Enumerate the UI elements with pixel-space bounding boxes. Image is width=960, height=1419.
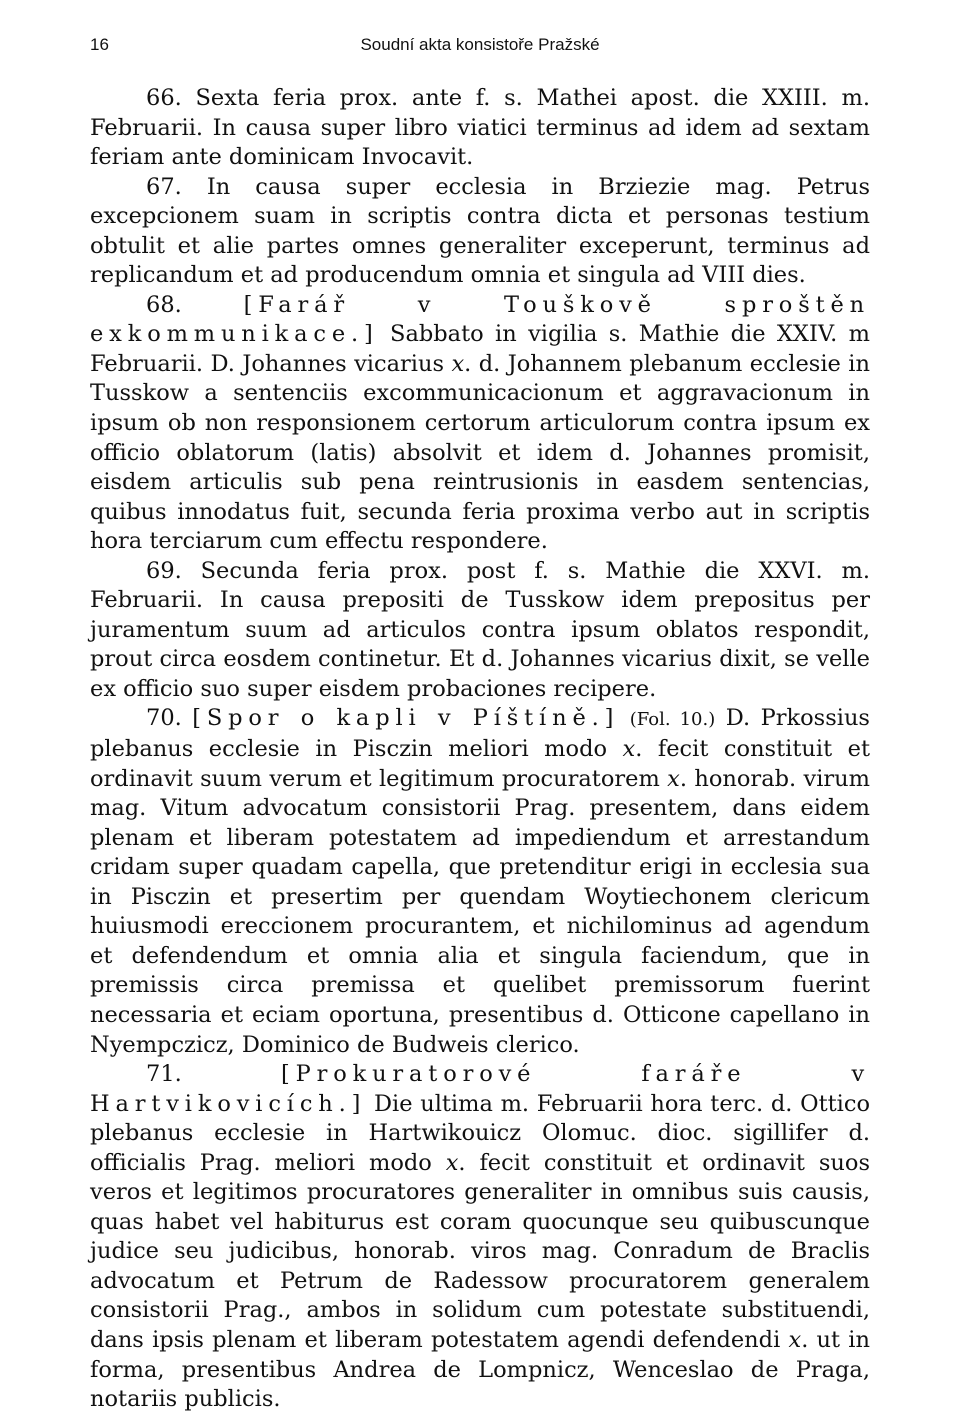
running-title: Soudní akta konsistoře Pražské — [360, 35, 600, 54]
entry-68-heading: [Farář v Touškově sproštěn exkommunikace.] — [90, 291, 870, 348]
entry-70-part-2: . fecit constituit et ordinavit suum verum et legitimum procuratorem — [90, 736, 870, 792]
entry-71 — [90, 1060, 870, 1415]
entry-67-text: 67. In causa super ecclesia in Brziezie mag. Petrus excepcionem suam in scriptis contra dicta et personas testium obtulit et alie partes omnes generaliter exceperunt, terminus ad replicandum et ad producendum omnia et singula ad VIII dies. — [90, 173, 870, 289]
entry-68-part-2: . d. Johannem plebanum ecclesie in Tusskow a sentenciis excommunicacionum et aggravacionum in ipsum ob non responsionem certorum articulorum contra ipsum ex officio oblatorum (latis) absolvit et idem d. Johannes promisit, eisdem articulis sub pena reintrusionis in easdem sentencias, quibus innodatus fuit, secunda feria proxima verbo aut in scriptis hora terciarum cum effectu respondere. — [90, 350, 870, 555]
entry-69-text: 69. Secunda feria prox. post f. s. Mathie die XXVI. m. Februarii. In causa prepositi de Tusskow idem prepositus per juramentum suum ad articulos contra ipsum oblatos respondit, prout circa eosdem continetur. Et d. Johannes vicarius dixit, se velle ex officio suo super eisdem probaciones recipere. — [90, 557, 870, 702]
entry-70-number: 70. — [146, 705, 182, 732]
entry-71-etc-1: x — [445, 1149, 459, 1176]
entry-71-part-1: Die ultima m. Februarii hora terc. d. Ottico plebanus ecclesie in Hartwikouicz Olomuc. dioc. sigillifer d. officialis Prag. meliori modo — [90, 1090, 870, 1176]
page-number: 16 — [90, 35, 109, 54]
entry-66-text: 66. Sexta feria prox. ante f. s. Mathei apost. die XXIII. m. Februarii. In causa super libro viatici terminus ad idem ad sextam feriam ante dominicam Invocavit. — [90, 85, 870, 171]
entry-70-etc-2: x — [667, 765, 680, 792]
entry-68-number: 68. — [146, 291, 182, 318]
page-header — [90, 30, 870, 60]
entry-70-etc-1: x — [622, 736, 636, 763]
entry-68-part-1: Sabbato in vigilia s. Mathie die XXIV. m Februarii. D. Johannes vicarius — [90, 321, 870, 377]
entry-71-etc-2: x — [788, 1326, 802, 1353]
entry-70-folio: (Fol. 10.) — [629, 709, 716, 731]
entry-70-part-1: D. Prkossius plebanus ecclesie in Pisczin meliori modo — [90, 705, 870, 763]
entry-71-heading: [Prokuratorové faráře v Hartvikovicích.] — [90, 1061, 871, 1117]
entry-70 — [90, 704, 870, 1060]
entry-68-etc-1: x — [451, 350, 465, 377]
body-text — [90, 84, 870, 1415]
entry-71-part-3: . ut in forma, presentibus Andrea de Lompnicz, Wenceslao de Praga, notariis publicis. — [90, 1326, 870, 1413]
entry-66 — [90, 84, 870, 173]
entry-70-heading: [Spor o kapli v Píštíně.] — [192, 705, 620, 732]
entry-67 — [90, 173, 870, 291]
entry-71-part-2: . fecit constituit et ordinavit suos veros et legitimos procuratores generaliter in omnibus suis causis, quas habet vel habiturus est coram quocunque seu quibuscunque judice seu judicibus, honorab. viros mag. Conradum de Braclis advocatum et Petrum de Radessow procuratorem generalem consistorii Prag., ambos in solidum cum potestate substituendi, dans ipsis plenam et liberam potestatem agendi defendendi — [90, 1149, 870, 1353]
entry-69 — [90, 557, 870, 705]
entry-68 — [90, 291, 870, 557]
entry-71-number: 71. — [146, 1061, 182, 1088]
entry-70-part-3: . honorab. virum mag. Vitum advocatum consistorii Prag. presentem, dans eidem plenam et liberam potestatem ad impediendum et arrestandum cridam super quadam capella, que pretenditur erigi in ecclesia sua in Pisczin et presertim per quendam Woytiechonem clericum huiusmodi ereccionem procurantem, et nichilominus ad agendum et defendendum et omnia alia et singula faciendum, que in premissis circa premissa et quelibet premissorum fuerint necessaria et eciam oportuna, presentibus d. Otticone capellano in Nyempczicz, Dominico de Budweis clerico. — [90, 765, 870, 1058]
